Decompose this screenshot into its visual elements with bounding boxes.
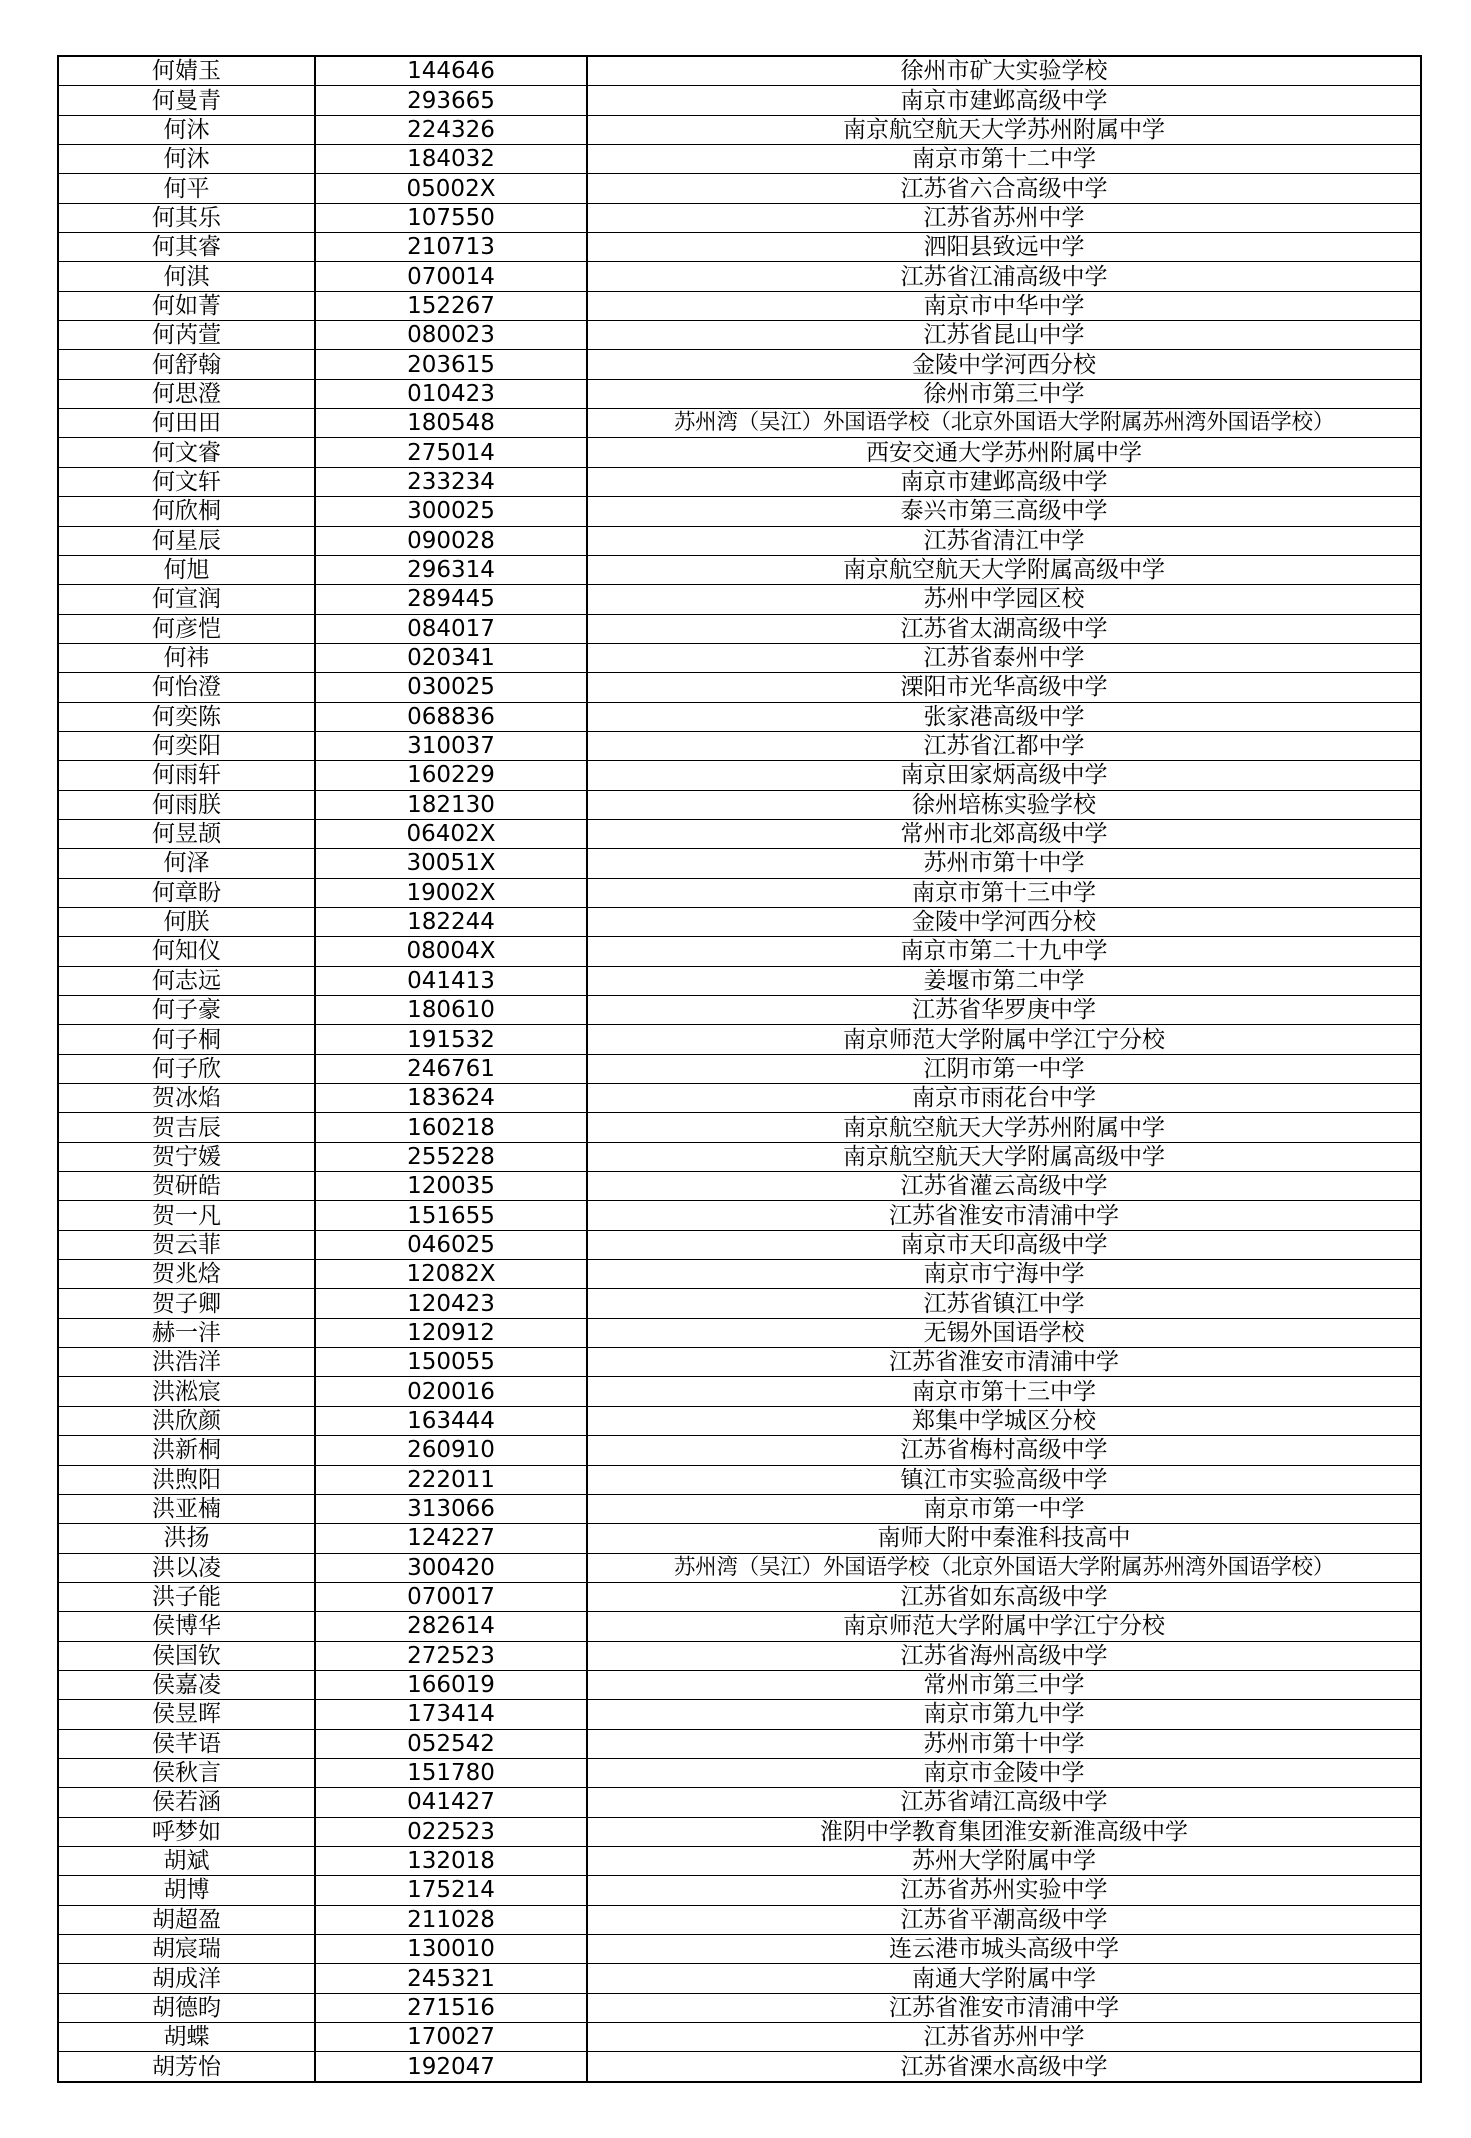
student-name-cell: 何雨轩 — [58, 761, 315, 790]
school-name-cell: 江苏省淮安市清浦中学 — [587, 1201, 1421, 1230]
student-id-cell: 160229 — [315, 761, 587, 790]
table-row — [58, 350, 1421, 379]
student-name-cell: 何其睿 — [58, 233, 315, 262]
student-name-cell: 胡博 — [58, 1876, 315, 1905]
roster-table — [57, 55, 1422, 2083]
student-name-cell: 贺宁媛 — [58, 1142, 315, 1171]
table-row — [58, 907, 1421, 936]
student-name-cell: 何祎 — [58, 643, 315, 672]
school-name-cell: 南京市第九中学 — [587, 1700, 1421, 1729]
student-name-cell: 何文睿 — [58, 438, 315, 467]
school-name-cell: 溧阳市光华高级中学 — [587, 673, 1421, 702]
student-id-cell: 030025 — [315, 673, 587, 702]
student-id-cell: 211028 — [315, 1905, 587, 1934]
student-id-cell: 233234 — [315, 467, 587, 496]
school-name-cell: 常州市北郊高级中学 — [587, 819, 1421, 848]
student-id-cell: 160218 — [315, 1113, 587, 1142]
student-id-cell: 132018 — [315, 1846, 587, 1875]
student-name-cell: 洪以凌 — [58, 1553, 315, 1582]
table-row — [58, 585, 1421, 614]
student-id-cell: 30051X — [315, 849, 587, 878]
table-row — [58, 673, 1421, 702]
student-id-cell: 120423 — [315, 1289, 587, 1318]
table-row — [58, 996, 1421, 1025]
school-name-cell: 江苏省靖江高级中学 — [587, 1788, 1421, 1817]
student-id-cell: 052542 — [315, 1729, 587, 1758]
school-name-cell: 江苏省海州高级中学 — [587, 1641, 1421, 1670]
school-name-cell: 南京市第十三中学 — [587, 1377, 1421, 1406]
school-name-cell: 南京市中华中学 — [587, 291, 1421, 320]
table-row — [58, 1846, 1421, 1875]
roster-body — [58, 56, 1421, 2082]
student-name-cell: 贺研皓 — [58, 1172, 315, 1201]
student-name-cell: 何知仪 — [58, 937, 315, 966]
table-row — [58, 1054, 1421, 1083]
table-row — [58, 291, 1421, 320]
student-name-cell: 胡蝶 — [58, 2023, 315, 2052]
school-name-cell: 江苏省六合高级中学 — [587, 174, 1421, 203]
student-name-cell: 何宣润 — [58, 585, 315, 614]
school-name-cell: 南京市建邺高级中学 — [587, 467, 1421, 496]
table-row — [58, 614, 1421, 643]
student-name-cell: 赫一沣 — [58, 1318, 315, 1347]
table-row — [58, 262, 1421, 291]
student-id-cell: 180610 — [315, 996, 587, 1025]
student-name-cell: 侯秋言 — [58, 1758, 315, 1787]
school-name-cell: 南京航空航天大学附属高级中学 — [587, 555, 1421, 584]
student-name-cell: 何欣桐 — [58, 497, 315, 526]
student-name-cell: 何旭 — [58, 555, 315, 584]
table-row — [58, 1377, 1421, 1406]
student-name-cell: 何星辰 — [58, 526, 315, 555]
student-name-cell: 胡斌 — [58, 1846, 315, 1875]
student-id-cell: 144646 — [315, 56, 587, 86]
school-name-cell: 淮阴中学教育集团淮安新淮高级中学 — [587, 1817, 1421, 1846]
student-id-cell: 070017 — [315, 1582, 587, 1611]
student-id-cell: 260910 — [315, 1436, 587, 1465]
table-row — [58, 878, 1421, 907]
student-name-cell: 侯昱晖 — [58, 1700, 315, 1729]
table-row — [58, 1494, 1421, 1523]
student-name-cell: 何舒翰 — [58, 350, 315, 379]
student-id-cell: 192047 — [315, 2052, 587, 2082]
student-name-cell: 何沐 — [58, 145, 315, 174]
school-name-cell: 无锡外国语学校 — [587, 1318, 1421, 1347]
table-row — [58, 1935, 1421, 1964]
table-row — [58, 1993, 1421, 2022]
student-name-cell: 何婧玉 — [58, 56, 315, 86]
school-name-cell: 南京师范大学附属中学江宁分校 — [587, 1025, 1421, 1054]
student-name-cell: 何怡澄 — [58, 673, 315, 702]
school-name-cell: 郑集中学城区分校 — [587, 1406, 1421, 1435]
table-row — [58, 1788, 1421, 1817]
student-id-cell: 166019 — [315, 1670, 587, 1699]
school-name-cell: 姜堰市第二中学 — [587, 966, 1421, 995]
student-id-cell: 06402X — [315, 819, 587, 848]
student-name-cell: 贺冰焰 — [58, 1084, 315, 1113]
student-name-cell: 侯国钦 — [58, 1641, 315, 1670]
student-name-cell: 洪浩洋 — [58, 1348, 315, 1377]
student-id-cell: 151655 — [315, 1201, 587, 1230]
school-name-cell: 江苏省梅村高级中学 — [587, 1436, 1421, 1465]
school-name-cell: 江苏省苏州中学 — [587, 2023, 1421, 2052]
table-row — [58, 731, 1421, 760]
student-id-cell: 107550 — [315, 203, 587, 232]
student-name-cell: 何子豪 — [58, 996, 315, 1025]
table-row — [58, 1729, 1421, 1758]
table-row — [58, 1612, 1421, 1641]
school-name-cell: 江苏省太湖高级中学 — [587, 614, 1421, 643]
school-name-cell: 南京市第二十九中学 — [587, 937, 1421, 966]
table-row — [58, 1700, 1421, 1729]
table-row — [58, 1964, 1421, 1993]
student-id-cell: 175214 — [315, 1876, 587, 1905]
student-id-cell: 090028 — [315, 526, 587, 555]
school-name-cell: 江苏省苏州中学 — [587, 203, 1421, 232]
student-id-cell: 130010 — [315, 1935, 587, 1964]
school-name-cell: 南京市金陵中学 — [587, 1758, 1421, 1787]
student-id-cell: 296314 — [315, 555, 587, 584]
student-name-cell: 何奕陈 — [58, 702, 315, 731]
school-name-cell: 徐州市矿大实验学校 — [587, 56, 1421, 86]
student-name-cell: 何朕 — [58, 907, 315, 936]
table-row — [58, 937, 1421, 966]
school-name-cell: 江苏省淮安市清浦中学 — [587, 1993, 1421, 2022]
school-name-cell: 苏州市第十中学 — [587, 849, 1421, 878]
student-id-cell: 255228 — [315, 1142, 587, 1171]
student-name-cell: 胡超盈 — [58, 1905, 315, 1934]
table-row — [58, 1318, 1421, 1347]
school-name-cell: 江阴市第一中学 — [587, 1054, 1421, 1083]
table-row — [58, 2023, 1421, 2052]
student-id-cell: 120035 — [315, 1172, 587, 1201]
table-row — [58, 438, 1421, 467]
student-name-cell: 何子欣 — [58, 1054, 315, 1083]
student-id-cell: 184032 — [315, 145, 587, 174]
student-id-cell: 300025 — [315, 497, 587, 526]
student-id-cell: 203615 — [315, 350, 587, 379]
school-name-cell: 江苏省江都中学 — [587, 731, 1421, 760]
student-id-cell: 222011 — [315, 1465, 587, 1494]
student-id-cell: 041413 — [315, 966, 587, 995]
table-row — [58, 56, 1421, 86]
school-name-cell: 苏州中学园区校 — [587, 585, 1421, 614]
school-name-cell: 南京市第十三中学 — [587, 878, 1421, 907]
student-id-cell: 070014 — [315, 262, 587, 291]
table-row — [58, 1201, 1421, 1230]
student-id-cell: 010423 — [315, 379, 587, 408]
student-name-cell: 呼梦如 — [58, 1817, 315, 1846]
school-name-cell: 南师大附中秦淮科技高中 — [587, 1524, 1421, 1553]
student-name-cell: 贺吉辰 — [58, 1113, 315, 1142]
student-id-cell: 246761 — [315, 1054, 587, 1083]
student-id-cell: 210713 — [315, 233, 587, 262]
student-name-cell: 洪亚楠 — [58, 1494, 315, 1523]
student-name-cell: 胡芳怡 — [58, 2052, 315, 2082]
student-name-cell: 洪淞宸 — [58, 1377, 315, 1406]
table-row — [58, 1876, 1421, 1905]
school-name-cell: 江苏省苏州实验中学 — [587, 1876, 1421, 1905]
student-id-cell: 173414 — [315, 1700, 587, 1729]
school-name-cell: 江苏省昆山中学 — [587, 321, 1421, 350]
school-name-cell: 南京田家炳高级中学 — [587, 761, 1421, 790]
school-name-cell: 南京航空航天大学苏州附属中学 — [587, 115, 1421, 144]
table-row — [58, 1641, 1421, 1670]
student-name-cell: 贺子卿 — [58, 1289, 315, 1318]
student-id-cell: 275014 — [315, 438, 587, 467]
table-row — [58, 819, 1421, 848]
school-name-cell: 镇江市实验高级中学 — [587, 1465, 1421, 1494]
table-row — [58, 1348, 1421, 1377]
table-row — [58, 409, 1421, 438]
table-row — [58, 174, 1421, 203]
student-id-cell: 152267 — [315, 291, 587, 320]
table-row — [58, 1230, 1421, 1259]
student-name-cell: 何沐 — [58, 115, 315, 144]
student-id-cell: 041427 — [315, 1788, 587, 1817]
table-row — [58, 790, 1421, 819]
student-id-cell: 293665 — [315, 86, 587, 115]
student-id-cell: 313066 — [315, 1494, 587, 1523]
school-name-cell: 苏州湾（吴江）外国语学校（北京外国语大学附属苏州湾外国语学校） — [587, 1553, 1421, 1582]
student-name-cell: 侯博华 — [58, 1612, 315, 1641]
table-row — [58, 643, 1421, 672]
school-name-cell: 金陵中学河西分校 — [587, 907, 1421, 936]
table-row — [58, 1113, 1421, 1142]
school-name-cell: 江苏省灌云高级中学 — [587, 1172, 1421, 1201]
table-row — [58, 1670, 1421, 1699]
student-name-cell: 洪欣颜 — [58, 1406, 315, 1435]
school-name-cell: 南京市雨花台中学 — [587, 1084, 1421, 1113]
student-name-cell: 何曼青 — [58, 86, 315, 115]
table-row — [58, 1084, 1421, 1113]
student-name-cell: 胡宸瑞 — [58, 1935, 315, 1964]
school-name-cell: 江苏省江浦高级中学 — [587, 262, 1421, 291]
student-name-cell: 何芮萱 — [58, 321, 315, 350]
school-name-cell: 徐州培栋实验学校 — [587, 790, 1421, 819]
student-name-cell: 胡成洋 — [58, 1964, 315, 1993]
table-row — [58, 1436, 1421, 1465]
student-id-cell: 182130 — [315, 790, 587, 819]
student-name-cell: 贺云菲 — [58, 1230, 315, 1259]
student-name-cell: 何田田 — [58, 409, 315, 438]
student-id-cell: 183624 — [315, 1084, 587, 1113]
table-row — [58, 555, 1421, 584]
table-row — [58, 379, 1421, 408]
student-name-cell: 何志远 — [58, 966, 315, 995]
table-row — [58, 1406, 1421, 1435]
table-row — [58, 497, 1421, 526]
school-name-cell: 江苏省如东高级中学 — [587, 1582, 1421, 1611]
school-name-cell: 南京航空航天大学附属高级中学 — [587, 1142, 1421, 1171]
student-id-cell: 022523 — [315, 1817, 587, 1846]
school-name-cell: 连云港市城头高级中学 — [587, 1935, 1421, 1964]
student-id-cell: 120912 — [315, 1318, 587, 1347]
student-id-cell: 271516 — [315, 1993, 587, 2022]
school-name-cell: 江苏省华罗庚中学 — [587, 996, 1421, 1025]
school-name-cell: 泰兴市第三高级中学 — [587, 497, 1421, 526]
table-row — [58, 702, 1421, 731]
student-name-cell: 洪新桐 — [58, 1436, 315, 1465]
student-id-cell: 046025 — [315, 1230, 587, 1259]
student-name-cell: 洪子能 — [58, 1582, 315, 1611]
student-id-cell: 163444 — [315, 1406, 587, 1435]
student-id-cell: 170027 — [315, 2023, 587, 2052]
table-row — [58, 1465, 1421, 1494]
student-name-cell: 何奕阳 — [58, 731, 315, 760]
student-id-cell: 224326 — [315, 115, 587, 144]
student-name-cell: 何淇 — [58, 262, 315, 291]
student-name-cell: 胡德昀 — [58, 1993, 315, 2022]
student-id-cell: 272523 — [315, 1641, 587, 1670]
student-id-cell: 310037 — [315, 731, 587, 760]
student-name-cell: 何思澄 — [58, 379, 315, 408]
table-row — [58, 849, 1421, 878]
school-name-cell: 江苏省镇江中学 — [587, 1289, 1421, 1318]
student-id-cell: 151780 — [315, 1758, 587, 1787]
student-name-cell: 何昱颉 — [58, 819, 315, 848]
school-name-cell: 南京市建邺高级中学 — [587, 86, 1421, 115]
table-row — [58, 1905, 1421, 1934]
roster-sheet — [57, 55, 1420, 2083]
student-id-cell: 282614 — [315, 1612, 587, 1641]
school-name-cell: 苏州湾（吴江）外国语学校（北京外国语大学附属苏州湾外国语学校） — [587, 409, 1421, 438]
school-name-cell: 南京师范大学附属中学江宁分校 — [587, 1612, 1421, 1641]
student-name-cell: 何雨朕 — [58, 790, 315, 819]
school-name-cell: 徐州市第三中学 — [587, 379, 1421, 408]
student-name-cell: 洪扬 — [58, 1524, 315, 1553]
student-name-cell: 何文轩 — [58, 467, 315, 496]
student-name-cell: 何如菁 — [58, 291, 315, 320]
student-id-cell: 124227 — [315, 1524, 587, 1553]
student-id-cell: 182244 — [315, 907, 587, 936]
school-name-cell: 南京市第一中学 — [587, 1494, 1421, 1523]
school-name-cell: 南京市宁海中学 — [587, 1260, 1421, 1289]
student-name-cell: 贺一凡 — [58, 1201, 315, 1230]
table-row — [58, 145, 1421, 174]
school-name-cell: 西安交通大学苏州附属中学 — [587, 438, 1421, 467]
school-name-cell: 江苏省溧水高级中学 — [587, 2052, 1421, 2082]
school-name-cell: 苏州市第十中学 — [587, 1729, 1421, 1758]
student-id-cell: 068836 — [315, 702, 587, 731]
table-row — [58, 1289, 1421, 1318]
table-row — [58, 1260, 1421, 1289]
student-name-cell: 何平 — [58, 174, 315, 203]
table-row — [58, 1524, 1421, 1553]
school-name-cell: 江苏省淮安市清浦中学 — [587, 1348, 1421, 1377]
student-name-cell: 贺兆焓 — [58, 1260, 315, 1289]
student-id-cell: 08004X — [315, 937, 587, 966]
table-row — [58, 86, 1421, 115]
student-id-cell: 084017 — [315, 614, 587, 643]
student-id-cell: 12082X — [315, 1260, 587, 1289]
school-name-cell: 南京市天印高级中学 — [587, 1230, 1421, 1259]
table-row — [58, 1553, 1421, 1582]
table-row — [58, 2052, 1421, 2082]
student-name-cell: 何其乐 — [58, 203, 315, 232]
table-row — [58, 321, 1421, 350]
student-id-cell: 020016 — [315, 1377, 587, 1406]
table-row — [58, 1142, 1421, 1171]
student-name-cell: 侯芊语 — [58, 1729, 315, 1758]
table-row — [58, 1025, 1421, 1054]
table-row — [58, 467, 1421, 496]
student-name-cell: 侯嘉凌 — [58, 1670, 315, 1699]
table-row — [58, 966, 1421, 995]
table-row — [58, 526, 1421, 555]
table-row — [58, 115, 1421, 144]
student-id-cell: 05002X — [315, 174, 587, 203]
school-name-cell: 张家港高级中学 — [587, 702, 1421, 731]
school-name-cell: 泗阳县致远中学 — [587, 233, 1421, 262]
student-id-cell: 245321 — [315, 1964, 587, 1993]
student-id-cell: 300420 — [315, 1553, 587, 1582]
student-id-cell: 020341 — [315, 643, 587, 672]
table-row — [58, 203, 1421, 232]
table-row — [58, 761, 1421, 790]
student-name-cell: 何泽 — [58, 849, 315, 878]
student-name-cell: 侯若涵 — [58, 1788, 315, 1817]
student-name-cell: 何子桐 — [58, 1025, 315, 1054]
school-name-cell: 常州市第三中学 — [587, 1670, 1421, 1699]
student-id-cell: 080023 — [315, 321, 587, 350]
table-row — [58, 1582, 1421, 1611]
student-name-cell: 洪煦阳 — [58, 1465, 315, 1494]
student-id-cell: 289445 — [315, 585, 587, 614]
student-id-cell: 191532 — [315, 1025, 587, 1054]
school-name-cell: 苏州大学附属中学 — [587, 1846, 1421, 1875]
school-name-cell: 江苏省清江中学 — [587, 526, 1421, 555]
student-name-cell: 何章盼 — [58, 878, 315, 907]
table-row — [58, 1817, 1421, 1846]
student-id-cell: 150055 — [315, 1348, 587, 1377]
school-name-cell: 江苏省泰州中学 — [587, 643, 1421, 672]
school-name-cell: 南通大学附属中学 — [587, 1964, 1421, 1993]
school-name-cell: 南京市第十二中学 — [587, 145, 1421, 174]
table-row — [58, 1172, 1421, 1201]
student-id-cell: 180548 — [315, 409, 587, 438]
school-name-cell: 金陵中学河西分校 — [587, 350, 1421, 379]
student-name-cell: 何彦恺 — [58, 614, 315, 643]
student-id-cell: 19002X — [315, 878, 587, 907]
table-row — [58, 1758, 1421, 1787]
school-name-cell: 江苏省平潮高级中学 — [587, 1905, 1421, 1934]
table-row — [58, 233, 1421, 262]
school-name-cell: 南京航空航天大学苏州附属中学 — [587, 1113, 1421, 1142]
